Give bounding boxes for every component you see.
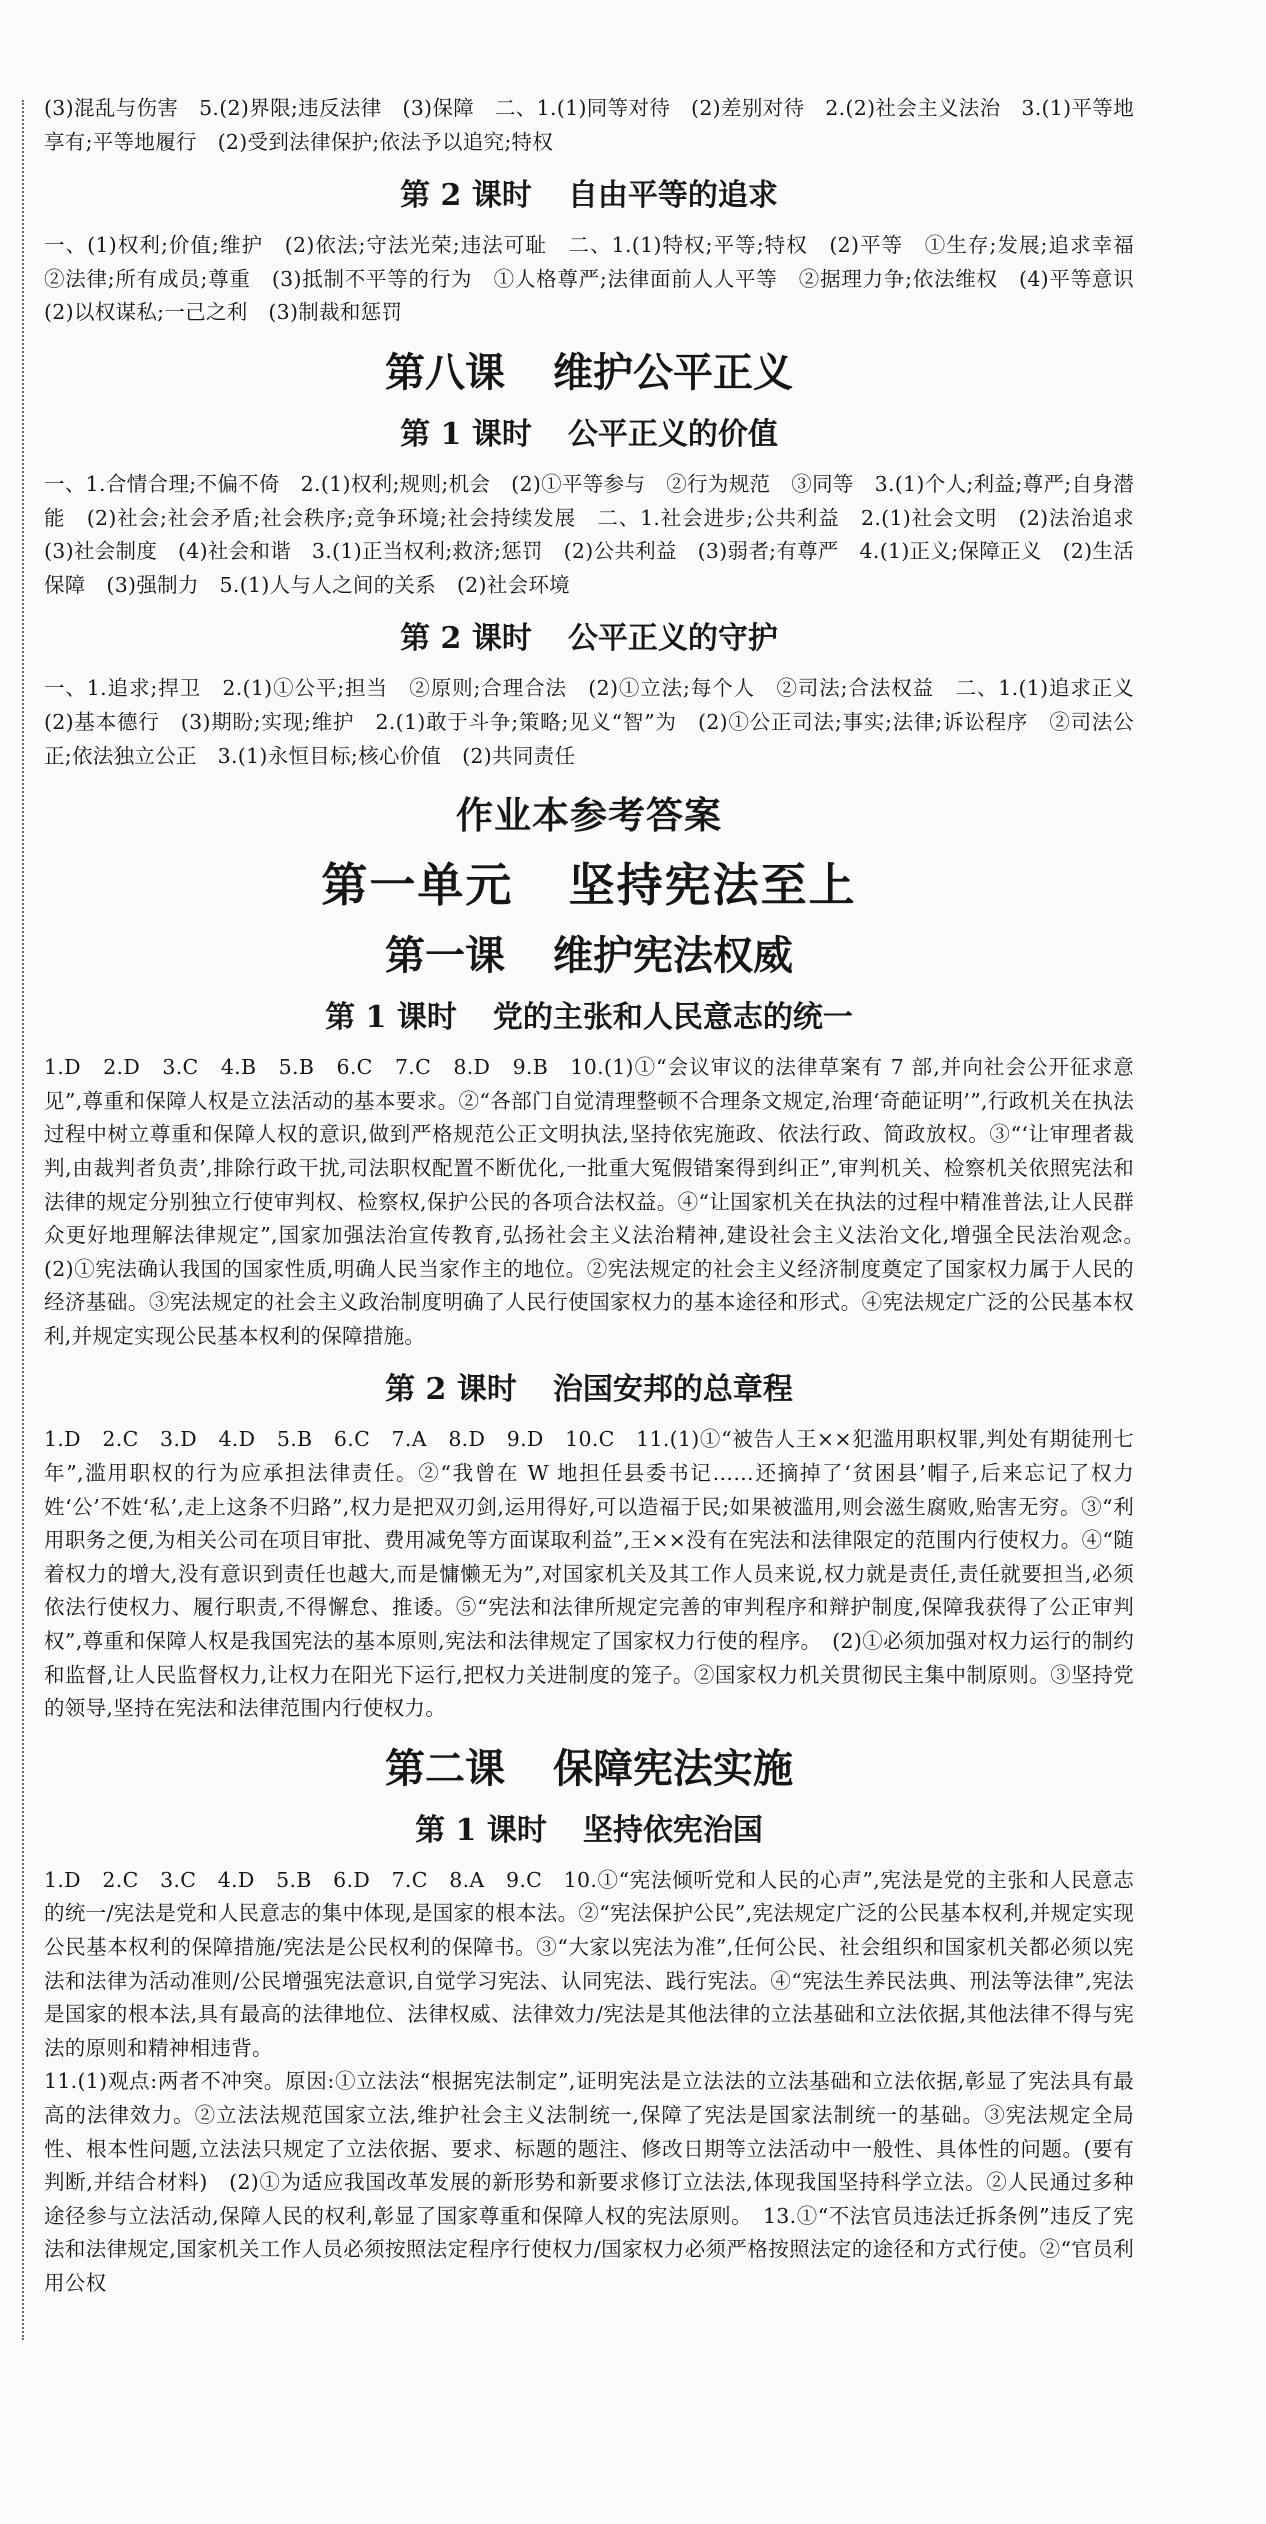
unit-heading — [44, 857, 1134, 913]
lesson-title: 自由平等的追求 — [567, 178, 778, 214]
answer-key-page — [44, 92, 1155, 2301]
lesson-title: 坚持依宪治国 — [582, 1812, 763, 1848]
class-number: 第一课 — [385, 932, 505, 980]
answer-paragraph: 一、1.合情合理;不偏不倚 2.(1)权利;规则;机会 (2)①平等参与 ②行为规范 ③同等 3.(1)个人;利益;尊严;自身潜能 (2)社会;社会矛盾;社会秩序;竞争环境;社会持续发展 二、1.社会进步;公共利益 2.(1)社会文明 (2)法治追求 (3)社会制度 (4)社会和谐 3.(1)正当权利;救济;惩罚 (2)公共利益 (3)弱者;有尊严 4.(1)正义;保障正义 (2)生活保障 (3)强制力 5.(1)人与人之间的关系 (2)社会环境 — [44, 471, 1155, 597]
answer-paragraph: 一、(1)权利;价值;维护 (2)依法;守法光荣;违法可耻 二、1.(1)特权;平等;特权 (2)平等 ①生存;发展;追求幸福 ②法律;所有成员;尊重 (3)抵制不平等的行为 ①人格尊严;法律面前人人平等 ②据理力争;依法维权 (4)平等意识 (2)以权谋私;一己之利 (3)制裁和惩罚 — [44, 233, 1155, 325]
lesson-title: 公平正义的守护 — [567, 621, 778, 657]
lesson-number: 第 2 课时 — [400, 178, 532, 214]
lesson-number: 第 1 课时 — [400, 416, 532, 452]
lesson-heading — [44, 999, 1134, 1037]
lesson-number: 第 2 课时 — [385, 1372, 517, 1408]
class-title: 维护宪法权威 — [553, 932, 793, 980]
unit-title: 坚持宪法至上 — [568, 858, 857, 913]
answer-paragraph: 一、1.追求;捍卫 2.(1)①公平;担当 ②原则;合理合法 (2)①立法;每个人 ②司法;合法权益 二、1.(1)追求正义 (2)基本德行 (3)期盼;实现;维护 2.(1)敢于斗争;策略;见义“智”为 (2)①公正司法;事实;法律;诉讼程序 ②司法公正;依法独立公正 3.(1)永恒目标;核心价值 (2)共同责任 — [44, 676, 1155, 768]
lesson-heading — [44, 1371, 1134, 1409]
answer-paragraph: 1.D 2.C 3.D 4.D 5.B 6.C 7.A 8.D 9.D 10.C 11.(1)①“被告人王××犯滥用职权罪,判处有期徒刑七年”,滥用职权的行为应承担法律责任。②“我曾在 W 地担任县委书记……还摘掉了‘贫困县’帽子,后来忘记了权力姓‘公’不姓‘私’,走上这条不归路”,权力是把双刃剑,运用得好,可以造福于民;如果被滥用,则会滋生腐败,贻害无穷。③“利用职务之便,为相关公司在项目审批、费用减免等方面谋取利益”,王××没有在宪法和法律限定的范围内行使权力。④“随着权力的增大,没有意识到责任也越大,而是慵懒无为”,对国家机关及其工作人员来说,权力就是责任,责任就要担当,必须依法行使权力、履行职责,不得懈怠、推诿。⑤“宪法和法律所规定完善的审判程序和辩护制度,保障我获得了公正审判权”,尊重和保障人权是我国宪法的基本原则,宪法和法律规定了国家权力行使的程序。 (2)①必须加强对权力运行的制约和监督,让人民监督权力,让权力在阳光下运行,把权力关进制度的笼子。②国家权力机关贯彻民主集中制原则。③坚持党的领导,坚持在宪法和法律范围内行使权力。 — [44, 1427, 1134, 1721]
lesson-title: 党的主张和人民意志的统一 — [492, 1000, 853, 1036]
class-number: 第八课 — [385, 348, 505, 396]
section-heading — [44, 791, 1134, 839]
binding-margin-line — [22, 100, 24, 2340]
lesson-number: 第 2 课时 — [400, 621, 532, 657]
lesson-number: 第 1 课时 — [325, 1000, 457, 1036]
lesson-heading — [44, 177, 1134, 215]
unit-number: 第一单元 — [321, 858, 514, 913]
answer-paragraph: 1.D 2.D 3.C 4.B 5.B 6.C 7.C 8.D 9.B 10.(1)①“会议审议的法律草案有 7 部,并向社会公开征求意见”,尊重和保障人权是立法活动的基本要求。②“各部门自觉清理整顿不合理条文规定,治理‘奇葩证明’”,行政机关在执法过程中树立尊重和保障人权的意识,做到严格规范公正文明执法,坚持依宪施政、依法行政、简政放权。③“‘让审理者裁判,由裁判者负责’,排除行政干扰,司法职权配置不断优化,一批重大冤假错案得到纠正”,审判机关、检察机关依照宪法和法律的规定分别独立行使审判权、检察权,保护公民的各项合法权益。④“让国家机关在执法的过程中精准普法,让人民群众更好地理解法律规定”,国家加强法治宣传教育,弘扬社会主义法治精神,建设社会主义法治文化,增强全民法治观念。 (2)①宪法确认我国的国家性质,明确人民当家作主的地位。②宪法规定的社会主义经济制度奠定了国家权力属于人民的经济基础。③宪法规定的社会主义政治制度明确了人民行使国家权力的基本途径和形式。④宪法规定广泛的公民基本权利,并规定实现公民基本权利的保障措施。 — [44, 1055, 1155, 1348]
lesson-number: 第 1 课时 — [415, 1812, 547, 1848]
class-heading — [44, 931, 1134, 981]
class-number: 第二课 — [385, 1744, 505, 1792]
class-heading — [44, 348, 1134, 398]
answer-paragraph: 1.D 2.C 3.C 4.D 5.B 6.D 7.C 8.A 9.C 10.①“宪法倾听党和人民的心声”,宪法是党的主张和人民意志的统一/宪法是党和人民意志的集中体现,是国家的根本法。②“宪法保护公民”,宪法规定广泛的公民基本权利,并规定实现公民基本权利的保障措施/宪法是公民权利的保障书。③“大家以宪法为准”,任何公民、社会组织和国家机关都必须以宪法和法律为活动准则/公民增强宪法意识,自觉学习宪法、认同宪法、践行宪法。④“宪法生养民法典、刑法等法律”,宪法是国家的根本法,具有最高的法律地位、法律权威、法律效力/宪法是其他法律的立法基础和立法依据,其他法律不得与宪法的原则和精神相违背。 — [44, 1867, 1134, 2060]
lesson-heading — [44, 1812, 1134, 1850]
class-title: 保障宪法实施 — [553, 1744, 793, 1792]
section-title: 作业本参考答案 — [456, 793, 722, 838]
lesson-title: 治国安邦的总章程 — [552, 1372, 793, 1408]
lesson-heading — [44, 416, 1134, 454]
class-title: 维护公平正义 — [553, 348, 793, 396]
lesson-heading — [44, 620, 1134, 658]
class-heading — [44, 1744, 1134, 1794]
answer-paragraph: 11.(1)观点:两者不冲突。原因:①立法法“根据宪法制定”,证明宪法是立法法的立法基础和立法依据,彰显了宪法具有最高的法律效力。②立法法规范国家立法,维护社会主义法制统一,保障了宪法是国家法制统一的基础。③宪法规定全局性、根本性问题,立法法只规定了立法依据、要求、标题的题注、修改日期等立法活动中一般性、具体性的问题。(要有判断,并结合材料) (2)①为适应我国改革发展的新形势和新要求修订立法法,体现我国坚持科学立法。②人民通过多种途径参与立法活动,保障人民的权利,彰显了国家尊重和保障人权的宪法原则。 13.①“不法官员违法迁拆条例”违反了宪法和法律规定,国家机关工作人员必须按照法定程序行使权力/国家权力必须严格按照法定的途径和方式行使。②“官员利用公权 — [44, 2069, 1134, 2295]
answer-paragraph: (3)混乱与伤害 5.(2)界限;违反法律 (3)保障 二、1.(1)同等对待 (2)差别对待 2.(2)社会主义法治 3.(1)平等地享有;平等地履行 (2)受到法律保护;依法予以追究;特权 — [44, 96, 1134, 154]
lesson-title: 公平正义的价值 — [567, 416, 778, 452]
